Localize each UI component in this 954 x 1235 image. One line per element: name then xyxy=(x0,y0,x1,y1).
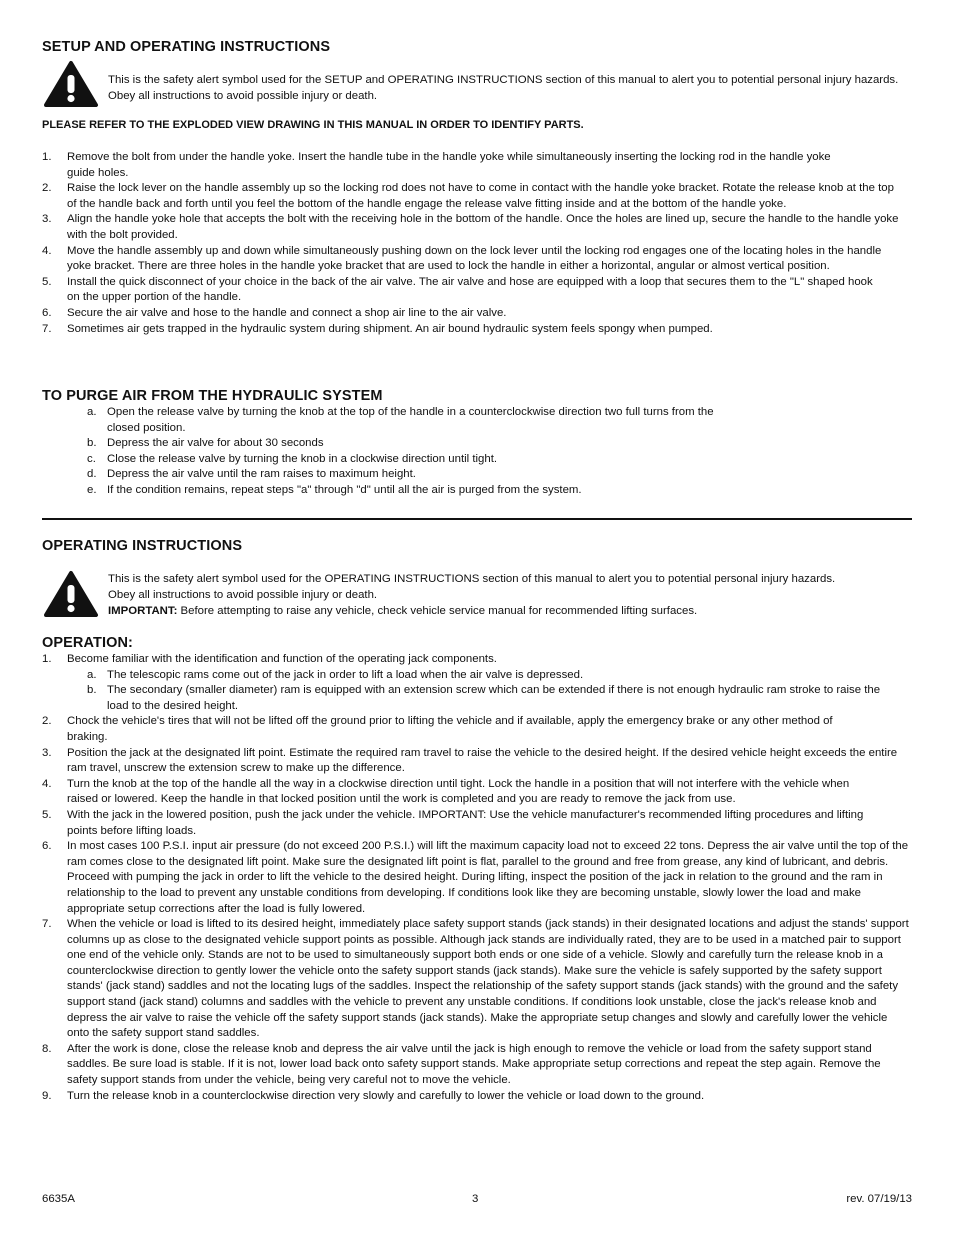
footer-model: 6635A xyxy=(42,1193,75,1205)
refer-note: PLEASE REFER TO THE EXPLODED VIEW DRAWING IN THIS MANUAL IN ORDER TO IDENTIFY PARTS. xyxy=(42,119,584,131)
purge-heading: TO PURGE AIR FROM THE HYDRAULIC SYSTEM xyxy=(42,388,383,404)
list-item: 7. Sometimes air gets trapped in the hydraulic system during shipment. An air bound hydraulic system feels spongy when pumped. xyxy=(42,322,713,335)
footer-revision: rev. 07/19/13 xyxy=(846,1193,912,1205)
list-item: 4. Move the handle assembly up and down while simultaneously pushing down on the lock lever until the locking rod engages one of the locating holes in the handle yoke bracket. There are three holes in the handle yoke bracket that are used to lock the handle in either a horizontal, angular or almost vertical position. xyxy=(42,244,882,273)
list-item: b. The secondary (smaller diameter) ram is equipped with an extension screw which can be extended if there is not enough hydraulic ram stroke to raise the load to the desired height. xyxy=(87,684,881,712)
list-item: 6. In most cases 100 P.S.I. input air pressure (do not exceed 200 P.S.I.) will lift the maximum capacity load not to exceed 22 tons. Depress the air valve until the top of the ram comes close to the designated lift point. Make sure the designated lift point is flat, parallel to the ground and free from grease, any kind of lubricant, and debris. Proceed with pumping the jack in order to lift the vehicle to the desired height. During lifting, inspect the position of the jack in relation to the ground and the ram in relationship to the load to prevent any unstable conditions from developing. If conditions look like they are becoming unstable, slowly lower the load and make appropriate setup corrections after the load is fully lowered. xyxy=(42,840,909,915)
operating-heading: OPERATING INSTRUCTIONS xyxy=(42,538,243,554)
list-item: 5. With the jack in the lowered position, push the jack under the vehicle. IMPORTANT: Use the vehicle manufacturer's recommended lifting procedures and lifting points before lifting loads. xyxy=(42,808,864,837)
important-label: IMPORTANT: xyxy=(108,605,178,617)
list-item: c. Close the release valve by turning the knob in a clockwise direction until tight. xyxy=(87,452,498,465)
operation-substeps xyxy=(67,668,912,715)
purge-steps xyxy=(42,405,742,499)
list-item: a. Open the release valve by turning the knob at the top of the handle in a counterclockwise direction two full turns from the closed position. xyxy=(87,406,714,434)
list-item: 3. Position the jack at the designated lift point. Estimate the required ram travel to raise the vehicle to the desired height. If the desired vehicle height exceeds the entire ram travel, unscrew the extension screw to make up the difference. xyxy=(42,746,898,775)
list-item: 1. Remove the bolt from under the handle yoke. Insert the handle tube in the handle yoke while simultaneously inserting the locking rod in the handle yoke guide holes. xyxy=(42,151,831,179)
safety-alert-icon xyxy=(43,570,99,618)
list-item: a. The telescopic rams come out of the jack in order to lift a load when the air valve is depressed. xyxy=(87,668,584,681)
footer-page-number: 3 xyxy=(472,1193,479,1205)
list-item: 8. After the work is done, close the release knob and depress the air valve until the jack is high enough to remove the vehicle or load from the safety support stand saddles. Be sure load is stable. If it is not, lower load back onto safety support stands. Make appropriate setup corrections and repeat the step again. Remove the safety support stands from under the vehicle, being very careful not to move the vehicle. xyxy=(42,1042,881,1087)
setup-steps xyxy=(42,150,908,337)
operating-alert-text: This is the safety alert symbol used for the OPERATING INSTRUCTIONS section of this manual to alert you to potential personal injury hazards. Obey all instructions to avoid possible injury or death. IMPORTANT: Before attempting to raise any vehicle, check vehicle service manual for recommended lifting surfaces. xyxy=(108,573,836,617)
list-item: 3. Align the handle yoke hole that accepts the bolt with the receiving hole in the bottom of the handle. Once the holes are lined up, secure the handle to the handle yoke with the bolt provided. xyxy=(42,213,899,241)
setup-alert-text: This is the safety alert symbol used for the SETUP and OPERATING INSTRUCTIONS section of this manual to alert you to potential personal injury hazards. Obey all instructions to avoid possible injury or death. xyxy=(108,74,899,102)
safety-alert-icon xyxy=(43,60,99,108)
list-item: b. Depress the air valve for about 30 seconds xyxy=(87,437,324,450)
list-item: e. If the condition remains, repeat steps "a" through "d" until all the air is purged from the system. xyxy=(87,483,582,496)
setup-heading: SETUP AND OPERATING INSTRUCTIONS xyxy=(42,39,331,55)
operation-heading: OPERATION: xyxy=(42,635,133,651)
list-item: d. Depress the air valve until the ram raises to maximum height. xyxy=(87,468,416,481)
list-item: 2. Chock the vehicle's tires that will not be lifted off the ground prior to lifting the vehicle and if available, apply the emergency brake or any other method of braking. xyxy=(42,715,833,743)
list-item: 9. Turn the release knob in a counterclockwise direction very slowly and carefully to lower the vehicle or load down to the ground. xyxy=(42,1089,705,1102)
list-item: 7. When the vehicle or load is lifted to its desired height, immediately place safety support stands (jack stands) in their designated locations and adjust the stands' support columns up as close to the designated vehicle support points as possible. Although jack stands are individually rated, they are to be used in a matched pair to support one end of the vehicle only. Stands are not to be used to simultaneously support both ends or one side of a vehicle. Slowly and carefully turn the release knob in a counterclockwise direction to gently lower the vehicle onto the safety support stands (jack stands). Make sure the vehicle is safely supported by the safety support stands' (jack stand) saddles and not the locating lugs of the saddles. Inspect the relationship of the safety support stands (jack stands) with the ground and the safety support stand (jack stand) columns and saddles with the vehicle to prevent any unstable conditions. If conditions look unstable, close the jack's release knob and depress the air valve to raise the vehicle off the safety support stands (jack stands). Make the appropriate setup changes and slowly and carefully lower the vehicle onto the safety support stand saddles. xyxy=(42,918,909,1040)
list-item: 2. Raise the lock lever on the handle assembly up so the locking rod does not have to come in contact with the handle yoke bracket. Rotate the release knob at the top of the handle back and forth until you feel the bottom of the handle engage the release valve fitting inside and at the bottom of the handle yoke. xyxy=(42,182,894,210)
operation-steps xyxy=(42,652,912,1104)
list-item: 6. Secure the air valve and hose to the handle and connect a shop air line to the air valve. xyxy=(42,306,507,319)
important-text: Before attempting to raise any vehicle, check vehicle service manual for recommended lifting surfaces. xyxy=(177,605,698,617)
section-divider xyxy=(42,518,912,520)
list-item: 5. Install the quick disconnect of your choice in the back of the air valve. The air valve and hose are equipped with a loop that secures them to the "L" shaped hook on the upper portion of the handle. xyxy=(42,275,873,304)
list-item: 1. Become familiar with the identification and function of the operating jack components. a. The telescopic rams come out of the jack in order to lift a load when the air valve is depressed. b. The secondary (smaller diameter) ram is equipped with an extension screw which can be extended if there is not enough hydraulic ram stroke to raise the load to the desired height. xyxy=(42,652,912,714)
list-item: 4. Turn the knob at the top of the handle all the way in a clockwise direction until tight. Lock the handle in a position that will not interfere with the vehicle when raised or lowered. Keep the handle in that locked position until the work is completed and you are ready to remove the jack from use. xyxy=(42,777,850,806)
